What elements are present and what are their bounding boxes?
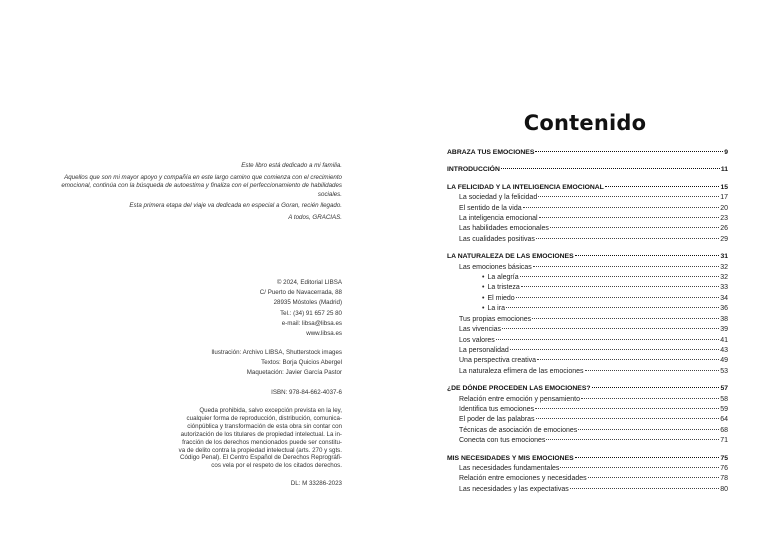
toc-chapter-label: ABRAZA TUS EMOCIONES: [447, 149, 535, 156]
dot-leader: [537, 359, 719, 360]
toc-entry[interactable]: [447, 214, 728, 224]
dot-leader: [502, 328, 719, 329]
toc-entry-label: Una perspectiva creativa: [459, 357, 537, 365]
toc-entry[interactable]: [447, 193, 728, 203]
toc-entry[interactable]: [447, 426, 728, 436]
toc-chapter[interactable]: [447, 183, 728, 193]
toc-entry-label: Las cualidades positivas: [459, 235, 535, 243]
toc-entry[interactable]: [447, 204, 728, 214]
toc-entry[interactable]: [447, 485, 728, 495]
legal-line: Queda prohibida, salvo excepción prevista en la ley,: [199, 407, 342, 414]
toc-entry[interactable]: [447, 224, 728, 234]
toc-section: [447, 148, 728, 158]
toc-subentry[interactable]: [447, 273, 728, 283]
toc-entry-label: El poder de las palabras: [459, 416, 535, 424]
toc-entry-label: Identifica tus emociones: [459, 405, 535, 413]
legal-line: ciónpública y transformación de esta obra sin contar con: [187, 422, 342, 430]
dot-leader: [560, 467, 719, 468]
dot-leader: [521, 286, 719, 287]
toc-entry[interactable]: [447, 325, 728, 335]
toc-chapter-label: ¿DE DÓNDE PROCEDEN LAS EMOCIONES?: [447, 385, 591, 393]
toc-entry-page: 49: [720, 357, 728, 365]
toc-entry[interactable]: [447, 315, 728, 325]
dot-leader: [570, 488, 719, 489]
toc-entry-page: 23: [720, 215, 728, 223]
dot-leader: [520, 276, 720, 277]
dot-leader: [536, 238, 719, 239]
dot-leader: [578, 429, 719, 430]
toc-section: [447, 454, 728, 496]
dot-leader: [535, 408, 719, 409]
legal-line: Código Penal). El Centro Español de Derechos Reprográfi-: [180, 454, 342, 462]
toc-entry-page: 59: [720, 405, 728, 413]
toc-entry-page: 32: [720, 263, 728, 271]
toc-entry-page: 39: [720, 326, 728, 334]
dot-leader: [605, 186, 720, 187]
toc-subentry-label: • La ira: [482, 304, 505, 314]
dedication-line: Esta primera etapa del viaje va dedicada en especial a Goran, recién llegado.: [129, 202, 342, 210]
toc-entry[interactable]: [447, 405, 728, 415]
toc-chapter-page: 11: [720, 166, 728, 174]
toc-subentry-page: 36: [720, 305, 728, 313]
dot-leader: [538, 196, 719, 197]
toc-entry-page: 64: [720, 416, 728, 424]
toc-entry-label: Conecta con tus emociones: [459, 437, 546, 445]
toc-entry-page: 43: [720, 346, 728, 354]
toc-entry-label: La personalidad: [459, 346, 509, 354]
right-page: [390, 0, 780, 556]
toc-entry-label: Relación entre emociones y necesidades: [459, 475, 587, 483]
dot-leader: [546, 439, 719, 440]
toc-chapter[interactable]: [447, 148, 728, 158]
toc-entry-page: 41: [720, 336, 728, 344]
toc-entry-label: Tus propias emociones: [459, 315, 532, 323]
toc-entry[interactable]: [447, 235, 728, 245]
dot-leader: [536, 418, 720, 419]
toc-entry-page: 68: [720, 426, 728, 434]
toc-entry[interactable]: [447, 415, 728, 425]
publisher-imprint: [82, 278, 342, 339]
dot-leader: [575, 255, 720, 256]
dedication-line: A todos, GRACIAS.: [288, 213, 342, 221]
toc-subentry-page: 34: [720, 294, 728, 302]
toc-section: [447, 165, 728, 175]
dot-leader: [516, 297, 720, 298]
illustration-credit: Ilustración: Archivo LIBSA, Shutterstock images: [211, 349, 342, 356]
city-line: 28935 Móstoles (Madrid): [273, 299, 342, 307]
toc-chapter-label: LA NATURALEZA DE LAS EMOCIONES: [447, 253, 574, 261]
toc-entry-label: El sentido de la vida: [459, 204, 522, 212]
toc-entry-page: 26: [720, 225, 728, 233]
toc-entry-label: Las necesidades y las expectativas: [459, 485, 569, 493]
dot-leader: [550, 227, 719, 228]
dot-leader: [506, 307, 719, 308]
toc-chapter[interactable]: [447, 252, 728, 262]
toc-entry-page: 76: [720, 464, 728, 472]
toc-chapter-page: 57: [720, 385, 728, 393]
toc-subentry-label: • El miedo: [482, 294, 515, 304]
toc-subentry-page: 32: [720, 274, 728, 282]
toc-section: [447, 183, 728, 245]
toc-entry-label: Técnicas de asociación de emociones: [459, 426, 578, 434]
toc-entry-label: Las vivencias: [459, 326, 502, 334]
toc-entry-page: 80: [720, 485, 728, 493]
layout-credit: Maquetación: Javier García Pastor: [246, 369, 342, 377]
dot-leader: [575, 457, 720, 458]
legal-notice: [127, 407, 342, 470]
toc-entry[interactable]: [447, 367, 728, 377]
toc-chapter[interactable]: [447, 165, 728, 175]
toc-entry[interactable]: [447, 464, 728, 474]
toc-subentry-label: • La alegría: [482, 273, 519, 283]
dot-leader: [585, 370, 720, 371]
toc-entry-page: 17: [720, 194, 728, 202]
toc-entry[interactable]: [447, 436, 728, 446]
toc-entry-label: Relación entre emoción y pensamiento: [459, 395, 581, 403]
toc-entry[interactable]: [447, 263, 728, 273]
toc-entry-label: La inteligencia emocional: [459, 215, 538, 223]
toc-entry[interactable]: [447, 474, 728, 484]
dot-leader: [496, 339, 719, 340]
isbn: ISBN: 978-84-662-4037-6: [271, 389, 342, 396]
dot-leader: [539, 217, 720, 218]
dedication: [42, 162, 342, 226]
dedication-line: Este libro está dedicado a mi familia.: [241, 162, 342, 169]
dedication-line: Aquellos que son mi mayor apoyo y compañía en este largo camino que comienza con el crecimiento emocional, continúa con la búsqueda de autoestima y finaliza con el perfeccionamiento de habilidades sociales.: [61, 173, 342, 198]
text-credit: Textos: Borja Quicios Abergel: [261, 359, 342, 367]
phone-line: Tel.: (34) 91 657 25 80: [280, 309, 342, 317]
toc-subentry[interactable]: [447, 294, 728, 304]
dot-leader: [523, 207, 720, 208]
toc-title: Contenido: [523, 111, 647, 135]
toc-chapter[interactable]: [447, 454, 728, 464]
dot-leader: [535, 151, 723, 152]
toc-chapter-page: 31: [720, 253, 728, 261]
toc-entry[interactable]: [447, 395, 728, 405]
legal-line: cualquier forma de reproducción, distribución, comunica-: [186, 414, 342, 422]
legal-deposit: DL: M 33286-2023: [290, 480, 342, 487]
legal-line: fracción de los derechos mencionados puede ser constitu-: [182, 438, 342, 446]
toc-entry[interactable]: [447, 356, 728, 366]
dot-leader: [533, 266, 719, 267]
toc-subentry[interactable]: [447, 283, 728, 293]
toc-entry-page: 53: [720, 367, 728, 375]
toc-subentry[interactable]: [447, 304, 728, 314]
toc-entry-page: 29: [720, 235, 728, 243]
toc-entry-page: 78: [720, 475, 728, 483]
toc-entry-label: La sociedad y la felicidad: [459, 194, 538, 202]
toc-entry-label: La naturaleza efímera de las emociones: [459, 367, 584, 375]
toc-entry-page: 58: [720, 395, 728, 403]
legal-line: va de delito contra la propiedad intelectual (arts. 270 y sgts.: [178, 446, 342, 454]
table-of-contents: [447, 148, 728, 502]
toc-entry-page: 38: [720, 315, 728, 323]
toc-chapter-label: LA FELICIDAD Y LA INTELIGENCIA EMOCIONAL: [447, 183, 604, 191]
dot-leader: [588, 477, 720, 478]
toc-entry-label: Las emociones básicas: [459, 263, 532, 271]
toc-subentry-label: • La tristeza: [482, 283, 520, 293]
toc-entry-label: Las habilidades emocionales: [459, 225, 549, 233]
website-line: www.libsa.es: [306, 330, 342, 338]
toc-entry-page: 20: [720, 204, 728, 212]
toc-chapter-page: 15: [720, 183, 728, 191]
toc-chapter-page: 75: [720, 454, 728, 462]
dot-leader: [532, 318, 719, 319]
dot-leader: [581, 398, 719, 399]
dot-leader: [510, 349, 719, 350]
toc-entry[interactable]: [447, 346, 728, 356]
dot-leader: [501, 168, 720, 169]
email-line: e-mail: libsa@libsa.es: [281, 319, 342, 327]
toc-entry-label: Los valores: [459, 336, 495, 344]
toc-chapter-label: MIS NECESIDADES Y MIS EMOCIONES: [447, 454, 574, 462]
toc-subentry-page: 33: [720, 284, 728, 292]
credits: [82, 348, 342, 379]
toc-entry[interactable]: [447, 336, 728, 346]
copyright-line: © 2024, Editorial LIBSA: [276, 279, 342, 286]
toc-entry-page: 71: [720, 437, 728, 445]
address-line: C/ Puerto de Navacerrada, 88: [259, 289, 342, 297]
toc-chapter-label: INTRODUCCIÓN: [447, 166, 500, 174]
dot-leader: [592, 387, 720, 388]
legal-line: autorización de los titulares de propiedad intelectual. La in-: [180, 430, 342, 438]
toc-entry-label: Las necesidades fundamentales: [459, 464, 560, 472]
toc-chapter-page: 9: [724, 149, 728, 156]
toc-section: [447, 384, 728, 446]
legal-line: cos vela por el respeto de los citados derechos.: [211, 462, 342, 470]
toc-section: [447, 252, 728, 377]
toc-chapter[interactable]: [447, 384, 728, 394]
